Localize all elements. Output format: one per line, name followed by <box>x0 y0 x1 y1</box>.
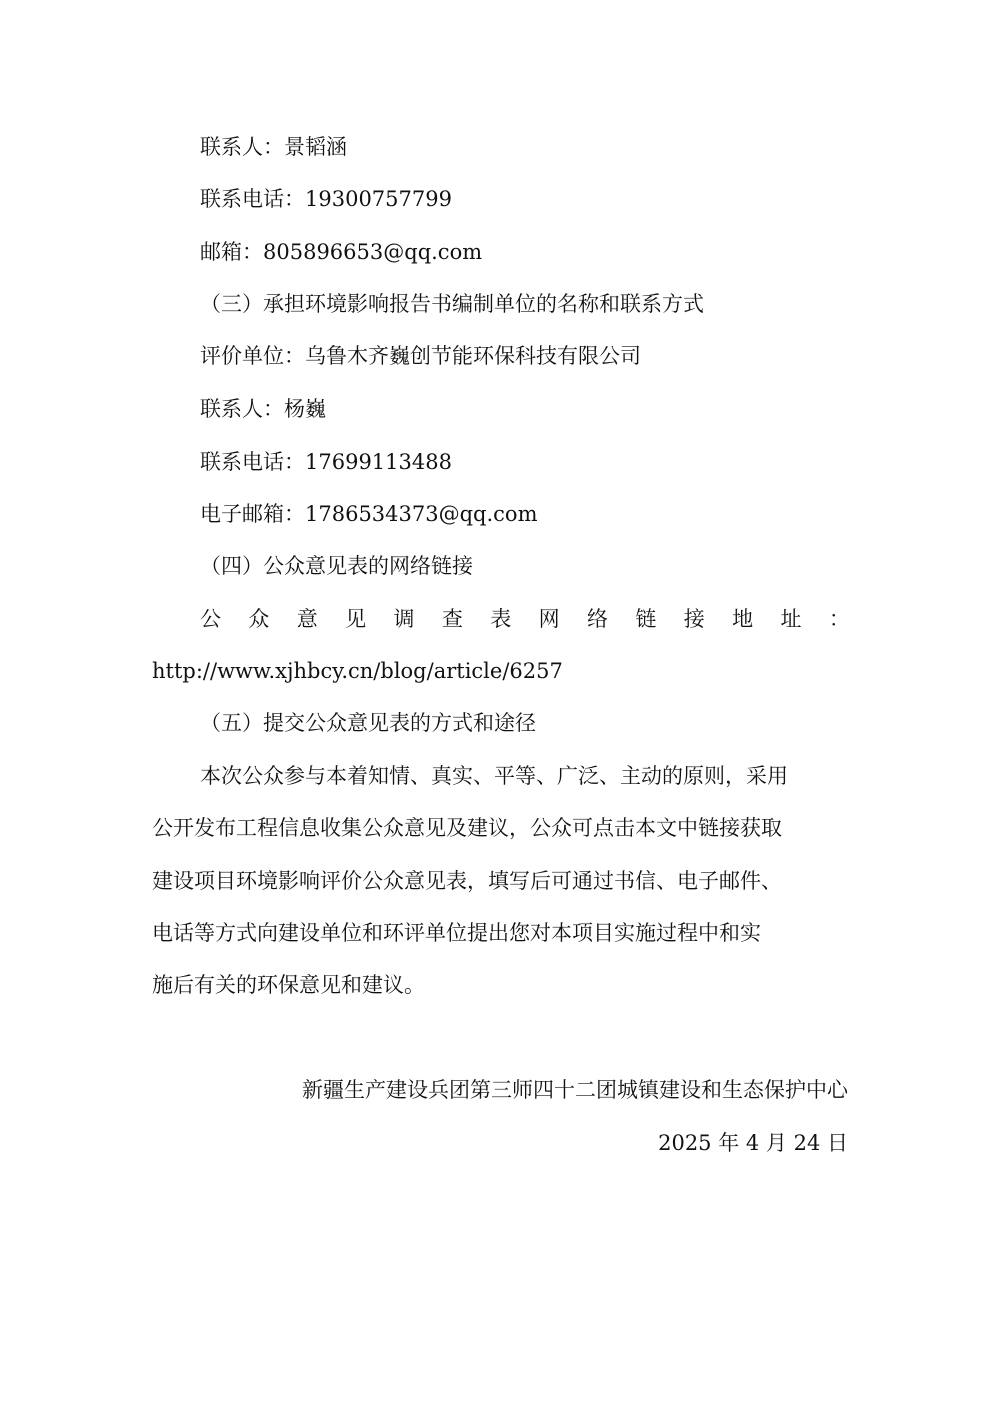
link-label-char: 见 <box>345 607 367 631</box>
paragraph-line: 施后有关的环保意见和建议。 <box>152 973 425 997</box>
section3-heading: （三）承担环境影响报告书编制单位的名称和联系方式 <box>200 292 704 316</box>
signature-organization: 新疆生产建设兵团第三师四十二团城镇建设和生态保护中心 <box>302 1078 848 1102</box>
link-label-char: 众 <box>248 607 270 631</box>
signature-date: 2025 年 4 月 24 日 <box>658 1131 848 1155</box>
contact-email: 邮箱：805896653@qq.com <box>200 240 483 264</box>
evaluation-contact-email: 电子邮箱：1786534373@qq.com <box>200 502 538 526</box>
link-label-char: 表 <box>490 607 512 631</box>
evaluation-unit: 评价单位：乌鲁木齐巍创节能环保科技有限公司 <box>200 344 641 368</box>
link-label-char: 查 <box>441 607 463 631</box>
link-label-char: 调 <box>393 607 415 631</box>
section5-heading: （五）提交公众意见表的方式和途径 <box>200 711 536 735</box>
link-label-char: 公 <box>200 607 221 631</box>
link-label-char: 意 <box>296 607 318 631</box>
link-label <box>200 609 850 630</box>
paragraph-line: 公开发布工程信息收集公众意见及建议，公众可点击本文中链接获取 <box>152 816 782 840</box>
evaluation-contact-person: 联系人：杨巍 <box>200 397 326 421</box>
link-label-char: 接 <box>683 607 705 631</box>
link-label-char: 链 <box>635 607 657 631</box>
link-label-char: 络 <box>587 607 608 631</box>
link-label-char: ： <box>828 607 850 631</box>
contact-person: 联系人：景韬涵 <box>200 135 347 159</box>
link-label-char: 网 <box>538 607 560 631</box>
link-label-char: 址 <box>780 607 802 631</box>
paragraph-line: 电话等方式向建设单位和环评单位提出您对本项目实施过程中和实 <box>152 921 761 945</box>
paragraph-line: 建设项目环境影响评价公众意见表，填写后可通过书信、电子邮件、 <box>152 869 782 893</box>
link-label-char: 地 <box>732 607 754 631</box>
link-url: http://www.xjhbcy.cn/blog/article/6257 <box>152 659 563 683</box>
contact-phone: 联系电话：19300757799 <box>200 187 452 211</box>
paragraph-line: 本次公众参与本着知情、真实、平等、广泛、主动的原则，采用 <box>200 764 788 788</box>
evaluation-contact-phone: 联系电话：17699113488 <box>200 450 452 474</box>
section4-heading: （四）公众意见表的网络链接 <box>200 554 473 578</box>
